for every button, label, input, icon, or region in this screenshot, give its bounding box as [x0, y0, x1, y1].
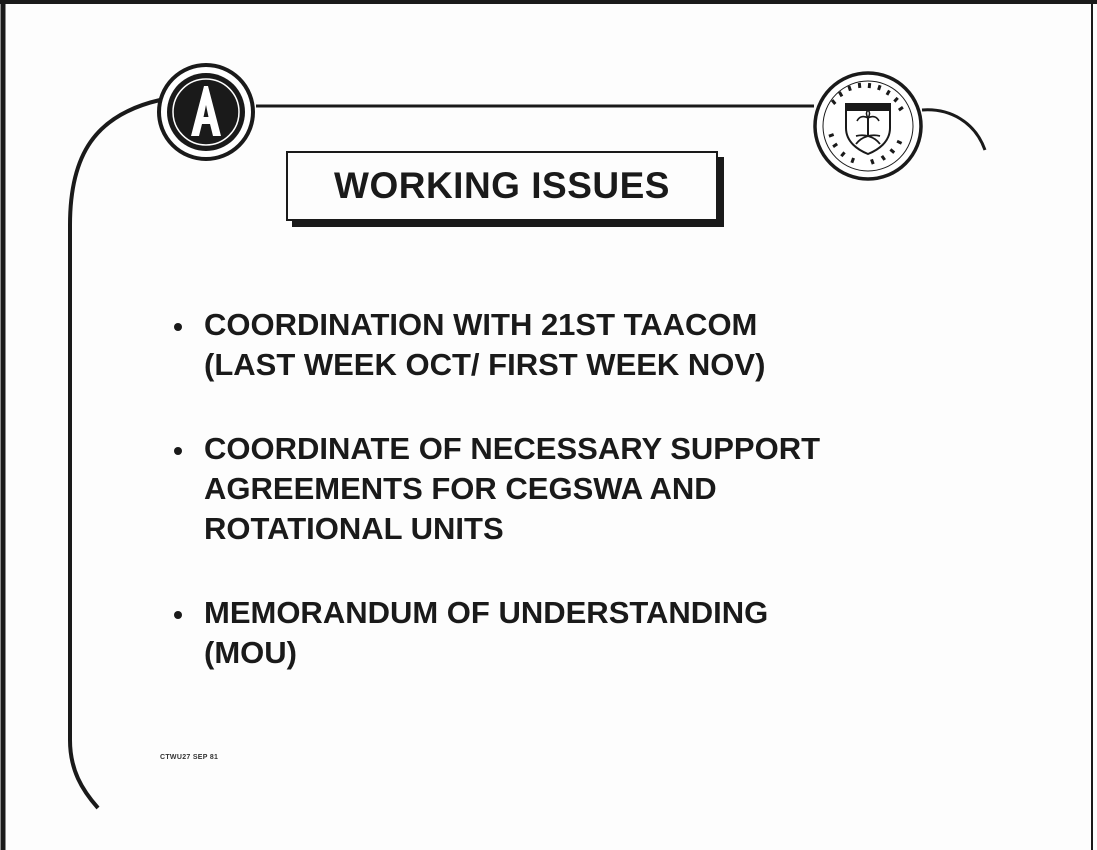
bullet-dot-icon	[174, 323, 182, 331]
bullet-line: (LAST WEEK OCT/ FIRST WEEK NOV)	[204, 347, 766, 382]
saudi-seal-icon	[812, 70, 924, 182]
bullet-line: COORDINATION WITH 21ST TAACOM	[204, 307, 758, 342]
bullet-item	[168, 593, 1068, 673]
bullet-dot-icon	[174, 447, 182, 455]
slide-title: WORKING ISSUES	[334, 165, 670, 206]
letter-a-emblem-icon	[155, 62, 257, 162]
bullet-item	[168, 429, 1068, 549]
bullet-line: AGREEMENTS FOR CEGSWA AND	[204, 471, 717, 506]
bullet-list	[168, 305, 1068, 717]
footer-code: CTWU27 SEP 81	[160, 754, 219, 761]
title-box	[286, 151, 718, 221]
bullet-line: COORDINATE OF NECESSARY SUPPORT	[204, 431, 821, 466]
bullet-item	[168, 305, 1068, 385]
left-curve-line	[70, 100, 160, 808]
bullet-line: ROTATIONAL UNITS	[204, 511, 504, 546]
bullet-line: MEMORANDUM OF UNDERSTANDING	[204, 595, 769, 630]
bullet-dot-icon	[174, 611, 182, 619]
right-curve-line	[922, 110, 985, 150]
bullet-line: (MOU)	[204, 635, 297, 670]
